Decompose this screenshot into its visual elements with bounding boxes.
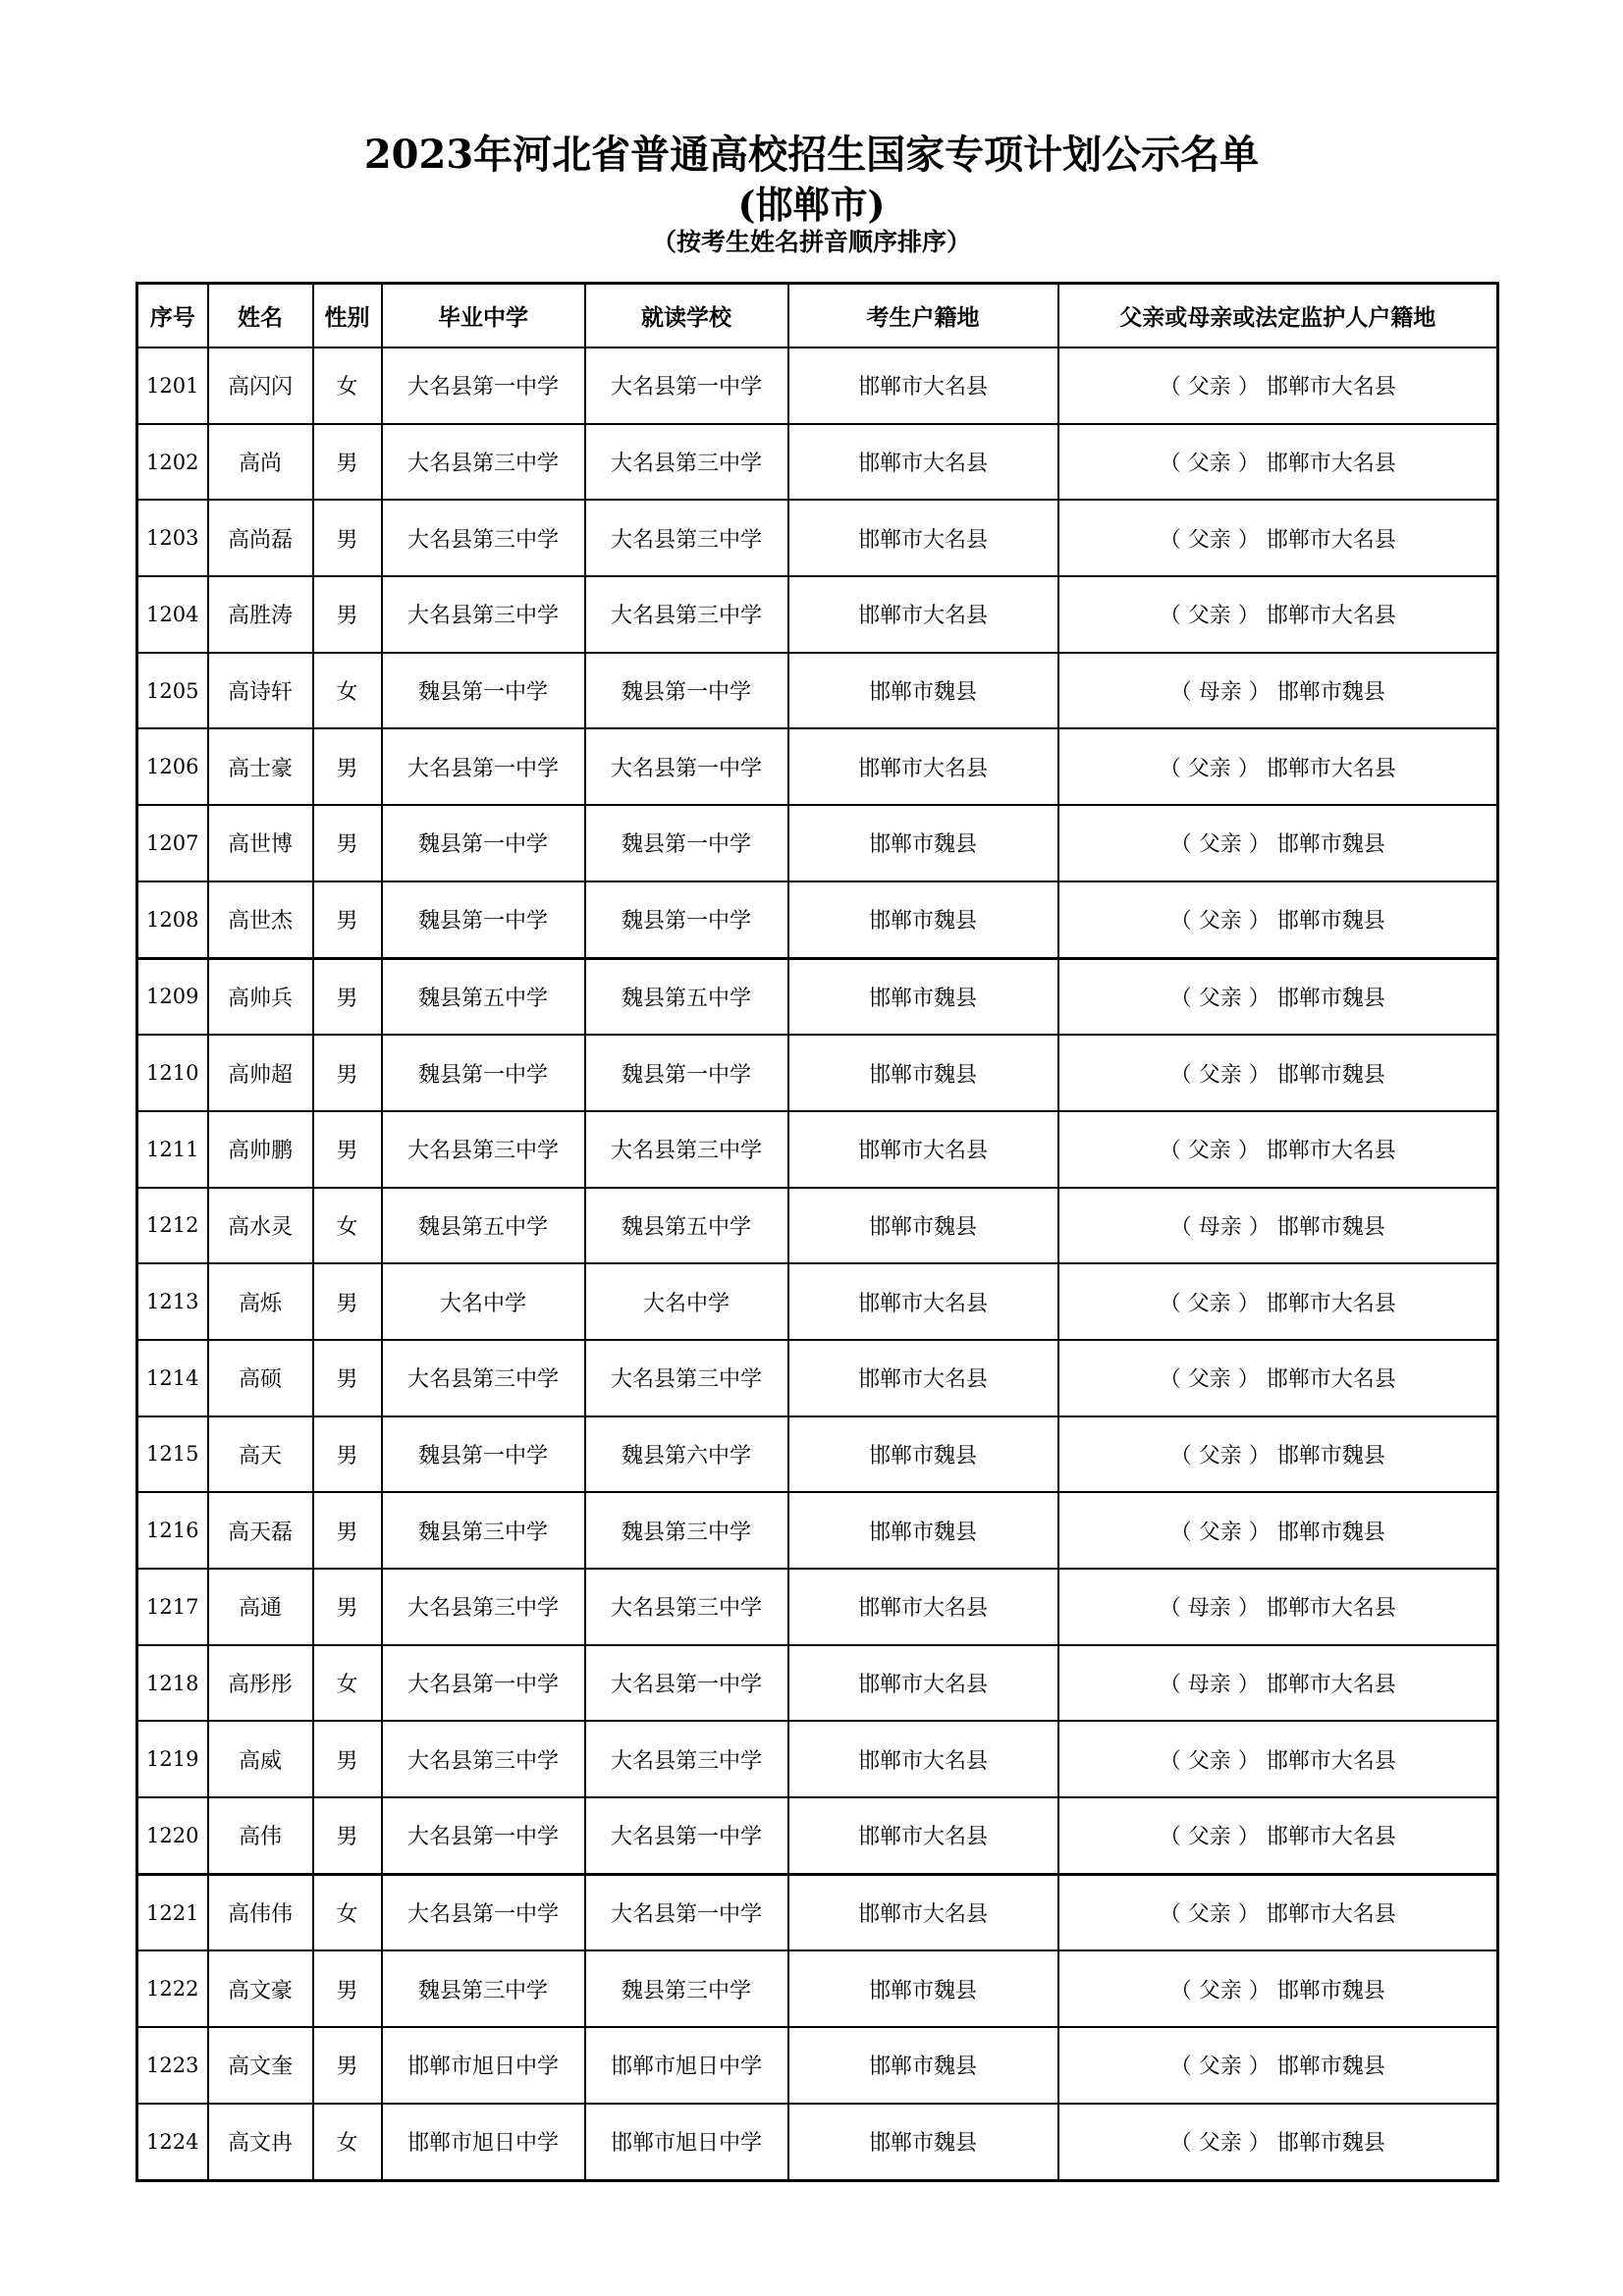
gender-cell: 男 (313, 881, 382, 958)
guardian-residence-cell: （ 父亲 ） 邯郸市大名县 (1058, 1111, 1498, 1188)
gender-cell: 男 (313, 1035, 382, 1111)
current-school-cell: 大名县第三中学 (585, 500, 788, 576)
name-cell: 高天磊 (208, 1492, 313, 1569)
table-row (137, 2104, 1498, 2180)
graduation-school-cell: 魏县第五中学 (382, 1188, 585, 1264)
student-residence-cell: 邯郸市大名县 (788, 1874, 1058, 1950)
graduation-school-cell: 大名县第一中学 (382, 1797, 585, 1874)
serial-cell: 1201 (137, 347, 208, 424)
current-school-cell: 大名县第一中学 (585, 347, 788, 424)
serial-cell: 1219 (137, 1721, 208, 1797)
name-cell: 高胜涛 (208, 576, 313, 653)
table-row (137, 1340, 1498, 1416)
table-row (137, 2027, 1498, 2104)
table-row (137, 805, 1498, 881)
student-residence-cell: 邯郸市大名县 (788, 1263, 1058, 1340)
gender-cell: 男 (313, 1950, 382, 2027)
guardian-residence-cell: （ 父亲 ） 邯郸市魏县 (1058, 2104, 1498, 2180)
guardian-residence-cell: （ 父亲 ） 邯郸市魏县 (1058, 2027, 1498, 2104)
gender-cell: 男 (313, 1797, 382, 1874)
graduation-school-cell: 魏县第三中学 (382, 1492, 585, 1569)
table-row (137, 1569, 1498, 1645)
guardian-residence-cell: （ 父亲 ） 邯郸市大名县 (1058, 500, 1498, 576)
guardian-residence-cell: （ 母亲 ） 邯郸市大名县 (1058, 1569, 1498, 1645)
guardian-residence-cell: （ 父亲 ） 邯郸市大名县 (1058, 1874, 1498, 1950)
guardian-residence-cell: （ 父亲 ） 邯郸市大名县 (1058, 1340, 1498, 1416)
name-cell: 高世博 (208, 805, 313, 881)
student-residence-cell: 邯郸市大名县 (788, 1340, 1058, 1416)
serial-cell: 1218 (137, 1645, 208, 1722)
name-cell: 高闪闪 (208, 347, 313, 424)
guardian-residence-cell: （ 父亲 ） 邯郸市大名县 (1058, 576, 1498, 653)
serial-cell: 1213 (137, 1263, 208, 1340)
name-cell: 高水灵 (208, 1188, 313, 1264)
region-subtitle: (邯郸市) (737, 183, 886, 227)
gender-cell: 男 (313, 576, 382, 653)
current-school-cell: 大名县第三中学 (585, 1340, 788, 1416)
table-row (137, 1188, 1498, 1264)
name-cell: 高诗轩 (208, 653, 313, 729)
column-header-name: 姓名 (208, 284, 313, 348)
name-cell: 高帅兵 (208, 958, 313, 1035)
roster-body (137, 347, 1498, 2180)
table-row (137, 1874, 1498, 1950)
table-row (137, 1492, 1498, 1569)
graduation-school-cell: 魏县第一中学 (382, 805, 585, 881)
graduation-school-cell: 魏县第一中学 (382, 1416, 585, 1493)
name-cell: 高文豪 (208, 1950, 313, 2027)
current-school-cell: 魏县第五中学 (585, 958, 788, 1035)
gender-cell: 男 (313, 805, 382, 881)
serial-cell: 1216 (137, 1492, 208, 1569)
table-row (137, 347, 1498, 424)
name-cell: 高士豪 (208, 728, 313, 805)
gender-cell: 女 (313, 1188, 382, 1264)
current-school-cell: 大名县第三中学 (585, 1111, 788, 1188)
gender-cell: 男 (313, 424, 382, 501)
column-header-student-residence: 考生户籍地 (788, 284, 1058, 348)
serial-cell: 1222 (137, 1950, 208, 2027)
gender-cell: 男 (313, 500, 382, 576)
student-residence-cell: 邯郸市大名县 (788, 1645, 1058, 1722)
gender-cell: 男 (313, 1111, 382, 1188)
table-row (137, 1721, 1498, 1797)
name-cell: 高尚 (208, 424, 313, 501)
student-residence-cell: 邯郸市大名县 (788, 347, 1058, 424)
student-residence-cell: 邯郸市大名县 (788, 1721, 1058, 1797)
serial-cell: 1203 (137, 500, 208, 576)
guardian-residence-cell: （ 母亲 ） 邯郸市魏县 (1058, 1188, 1498, 1264)
student-residence-cell: 邯郸市魏县 (788, 653, 1058, 729)
name-cell: 高威 (208, 1721, 313, 1797)
current-school-cell: 大名县第三中学 (585, 576, 788, 653)
gender-cell: 男 (313, 1263, 382, 1340)
gender-cell: 男 (313, 958, 382, 1035)
graduation-school-cell: 魏县第一中学 (382, 1035, 585, 1111)
table-row (137, 881, 1498, 958)
table-row (137, 653, 1498, 729)
current-school-cell: 魏县第六中学 (585, 1416, 788, 1493)
graduation-school-cell: 大名县第一中学 (382, 1645, 585, 1722)
student-residence-cell: 邯郸市大名县 (788, 728, 1058, 805)
graduation-school-cell: 大名县第三中学 (382, 1721, 585, 1797)
student-residence-cell: 邯郸市魏县 (788, 805, 1058, 881)
current-school-cell: 大名县第一中学 (585, 1797, 788, 1874)
current-school-cell: 大名县第三中学 (585, 424, 788, 501)
gender-cell: 男 (313, 1721, 382, 1797)
graduation-school-cell: 魏县第一中学 (382, 881, 585, 958)
table-row (137, 1416, 1498, 1493)
gender-cell: 女 (313, 347, 382, 424)
guardian-residence-cell: （ 父亲 ） 邯郸市大名县 (1058, 347, 1498, 424)
name-cell: 高天 (208, 1416, 313, 1493)
current-school-cell: 魏县第三中学 (585, 1492, 788, 1569)
table-row (137, 1645, 1498, 1722)
sort-note: （按考生姓名拼音顺序排序） (651, 228, 971, 256)
serial-cell: 1205 (137, 653, 208, 729)
guardian-residence-cell: （ 父亲 ） 邯郸市大名县 (1058, 728, 1498, 805)
name-cell: 高烁 (208, 1263, 313, 1340)
gender-cell: 男 (313, 1340, 382, 1416)
roster-table (135, 282, 1499, 2182)
page-title: 2023年河北省普通高校招生国家专项计划公示名单 (363, 132, 1260, 178)
graduation-school-cell: 大名县第三中学 (382, 1569, 585, 1645)
graduation-school-cell: 邯郸市旭日中学 (382, 2027, 585, 2104)
guardian-residence-cell: （ 父亲 ） 邯郸市魏县 (1058, 1416, 1498, 1493)
serial-cell: 1214 (137, 1340, 208, 1416)
serial-cell: 1215 (137, 1416, 208, 1493)
serial-cell: 1212 (137, 1188, 208, 1264)
serial-cell: 1209 (137, 958, 208, 1035)
student-residence-cell: 邯郸市大名县 (788, 424, 1058, 501)
gender-cell: 女 (313, 653, 382, 729)
current-school-cell: 魏县第五中学 (585, 1188, 788, 1264)
serial-cell: 1223 (137, 2027, 208, 2104)
gender-cell: 男 (313, 1492, 382, 1569)
student-residence-cell: 邯郸市魏县 (788, 2104, 1058, 2180)
student-residence-cell: 邯郸市大名县 (788, 1797, 1058, 1874)
student-residence-cell: 邯郸市大名县 (788, 500, 1058, 576)
table-row (137, 500, 1498, 576)
guardian-residence-cell: （ 父亲 ） 邯郸市大名县 (1058, 1263, 1498, 1340)
graduation-school-cell: 大名县第一中学 (382, 728, 585, 805)
name-cell: 高通 (208, 1569, 313, 1645)
table-row (137, 1797, 1498, 1874)
student-residence-cell: 邯郸市魏县 (788, 1950, 1058, 2027)
serial-cell: 1207 (137, 805, 208, 881)
name-cell: 高硕 (208, 1340, 313, 1416)
gender-cell: 男 (313, 1569, 382, 1645)
table-row (137, 1111, 1498, 1188)
current-school-cell: 大名县第三中学 (585, 1569, 788, 1645)
table-header-row (137, 284, 1498, 348)
name-cell: 高文冉 (208, 2104, 313, 2180)
serial-cell: 1217 (137, 1569, 208, 1645)
column-header-serial: 序号 (137, 284, 208, 348)
current-school-cell: 大名县第一中学 (585, 728, 788, 805)
table-row (137, 728, 1498, 805)
gender-cell: 女 (313, 1874, 382, 1950)
guardian-residence-cell: （ 父亲 ） 邯郸市魏县 (1058, 805, 1498, 881)
column-header-graduation-school: 毕业中学 (382, 284, 585, 348)
current-school-cell: 魏县第一中学 (585, 653, 788, 729)
serial-cell: 1224 (137, 2104, 208, 2180)
current-school-cell: 魏县第一中学 (585, 881, 788, 958)
name-cell: 高文奎 (208, 2027, 313, 2104)
serial-cell: 1220 (137, 1797, 208, 1874)
current-school-cell: 大名县第一中学 (585, 1645, 788, 1722)
graduation-school-cell: 大名县第三中学 (382, 500, 585, 576)
guardian-residence-cell: （ 母亲 ） 邯郸市魏县 (1058, 653, 1498, 729)
gender-cell: 男 (313, 728, 382, 805)
gender-cell: 男 (313, 2027, 382, 2104)
table-row (137, 576, 1498, 653)
student-residence-cell: 邯郸市大名县 (788, 1569, 1058, 1645)
current-school-cell: 魏县第一中学 (585, 1035, 788, 1111)
graduation-school-cell: 魏县第一中学 (382, 653, 585, 729)
graduation-school-cell: 邯郸市旭日中学 (382, 2104, 585, 2180)
guardian-residence-cell: （ 母亲 ） 邯郸市大名县 (1058, 1645, 1498, 1722)
graduation-school-cell: 大名县第三中学 (382, 424, 585, 501)
name-cell: 高彤彤 (208, 1645, 313, 1722)
student-residence-cell: 邯郸市魏县 (788, 1416, 1058, 1493)
student-residence-cell: 邯郸市魏县 (788, 881, 1058, 958)
current-school-cell: 大名县第三中学 (585, 1721, 788, 1797)
guardian-residence-cell: （ 父亲 ） 邯郸市魏县 (1058, 1492, 1498, 1569)
student-residence-cell: 邯郸市魏县 (788, 2027, 1058, 2104)
current-school-cell: 邯郸市旭日中学 (585, 2027, 788, 2104)
current-school-cell: 魏县第一中学 (585, 805, 788, 881)
guardian-residence-cell: （ 父亲 ） 邯郸市大名县 (1058, 1721, 1498, 1797)
column-header-guardian-residence: 父亲或母亲或法定监护人户籍地 (1058, 284, 1498, 348)
current-school-cell: 大名县第一中学 (585, 1874, 788, 1950)
name-cell: 高帅超 (208, 1035, 313, 1111)
table-row (137, 1950, 1498, 2027)
guardian-residence-cell: （ 父亲 ） 邯郸市魏县 (1058, 881, 1498, 958)
table-row (137, 1035, 1498, 1111)
column-header-gender: 性别 (313, 284, 382, 348)
column-header-current-school: 就读学校 (585, 284, 788, 348)
name-cell: 高帅鹏 (208, 1111, 313, 1188)
serial-cell: 1221 (137, 1874, 208, 1950)
guardian-residence-cell: （ 父亲 ） 邯郸市大名县 (1058, 1797, 1498, 1874)
guardian-residence-cell: （ 父亲 ） 邯郸市魏县 (1058, 1035, 1498, 1111)
student-residence-cell: 邯郸市魏县 (788, 1492, 1058, 1569)
gender-cell: 女 (313, 2104, 382, 2180)
graduation-school-cell: 大名县第三中学 (382, 576, 585, 653)
name-cell: 高世杰 (208, 881, 313, 958)
serial-cell: 1211 (137, 1111, 208, 1188)
serial-cell: 1204 (137, 576, 208, 653)
name-cell: 高尚磊 (208, 500, 313, 576)
graduation-school-cell: 魏县第五中学 (382, 958, 585, 1035)
guardian-residence-cell: （ 父亲 ） 邯郸市魏县 (1058, 958, 1498, 1035)
table-row (137, 958, 1498, 1035)
serial-cell: 1202 (137, 424, 208, 501)
student-residence-cell: 邯郸市大名县 (788, 576, 1058, 653)
graduation-school-cell: 大名县第一中学 (382, 347, 585, 424)
graduation-school-cell: 大名中学 (382, 1263, 585, 1340)
name-cell: 高伟伟 (208, 1874, 313, 1950)
current-school-cell: 魏县第三中学 (585, 1950, 788, 2027)
student-residence-cell: 邯郸市大名县 (788, 1111, 1058, 1188)
student-residence-cell: 邯郸市魏县 (788, 958, 1058, 1035)
current-school-cell: 邯郸市旭日中学 (585, 2104, 788, 2180)
name-cell: 高伟 (208, 1797, 313, 1874)
current-school-cell: 大名中学 (585, 1263, 788, 1340)
student-residence-cell: 邯郸市魏县 (788, 1188, 1058, 1264)
serial-cell: 1208 (137, 881, 208, 958)
graduation-school-cell: 大名县第一中学 (382, 1874, 585, 1950)
gender-cell: 女 (313, 1645, 382, 1722)
guardian-residence-cell: （ 父亲 ） 邯郸市魏县 (1058, 1950, 1498, 2027)
graduation-school-cell: 大名县第三中学 (382, 1340, 585, 1416)
table-row (137, 424, 1498, 501)
serial-cell: 1210 (137, 1035, 208, 1111)
graduation-school-cell: 魏县第三中学 (382, 1950, 585, 2027)
student-residence-cell: 邯郸市魏县 (788, 1035, 1058, 1111)
graduation-school-cell: 大名县第三中学 (382, 1111, 585, 1188)
serial-cell: 1206 (137, 728, 208, 805)
gender-cell: 男 (313, 1416, 382, 1493)
guardian-residence-cell: （ 父亲 ） 邯郸市大名县 (1058, 424, 1498, 501)
table-row (137, 1263, 1498, 1340)
